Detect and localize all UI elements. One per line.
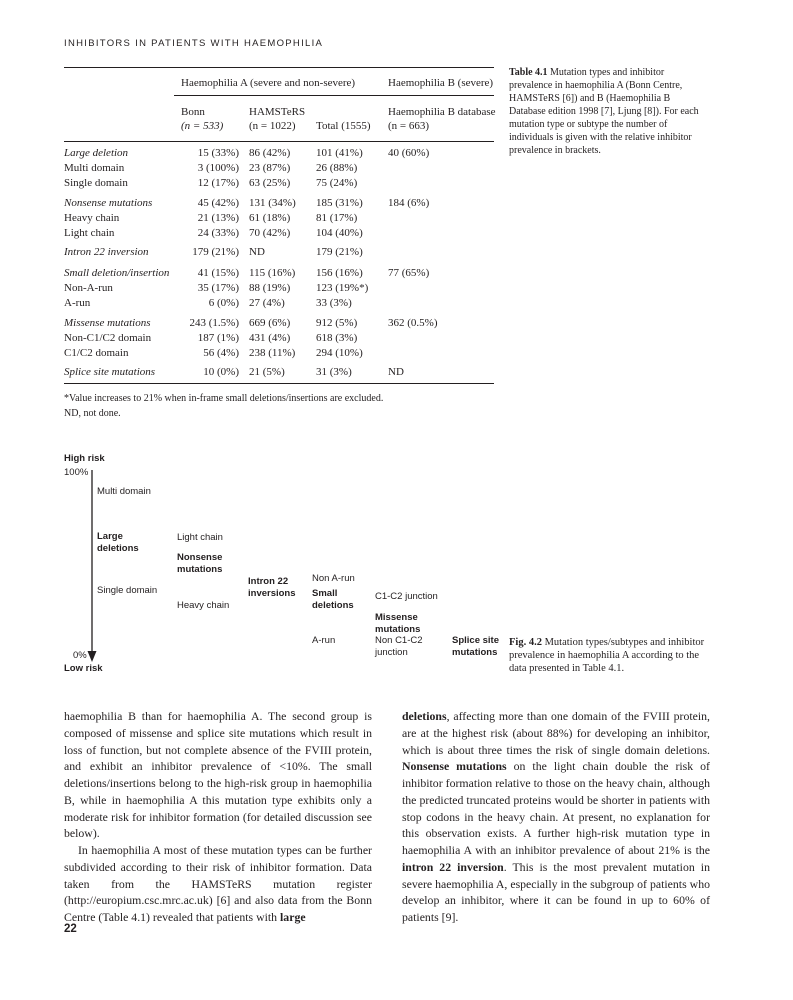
table-footnote-2: ND, not done.: [64, 408, 121, 419]
cell-bonn: 21 (13%): [197, 212, 239, 224]
body-right-column: [402, 708, 710, 926]
cell-hb: ND: [388, 366, 404, 378]
row-label: Single domain: [64, 177, 128, 189]
cell-total: 185 (31%): [316, 197, 363, 209]
row-label: Large deletion: [64, 147, 129, 159]
cell-total: 179 (21%): [316, 246, 363, 258]
cell-hb: 77 (65%): [388, 267, 430, 279]
high-risk-label: High risk: [64, 453, 105, 464]
header-total: Total (1555): [316, 120, 371, 132]
cell-total: 618 (3%): [316, 332, 358, 344]
body-left-paragraph-1: haemophilia B than for haemophilia A. The second group is composed of missense and splice site mutations which result in loss of function, but not complete absence of the FVIII protein, and exhibit an inhibitor prevalence of <10%. The small deletions/insertions belong to the high-risk group in haemophilia B, while in haemophilia A this mutation type exhibits only a moderate risk for inhibitor formation (for detailed discussion see below).: [64, 709, 372, 841]
cell-hamsters: 431 (4%): [249, 332, 291, 344]
header-group-a: Haemophilia A (severe and non-severe): [181, 77, 356, 89]
nonsense-label: Nonsense mutations: [177, 552, 223, 575]
row-label: A-run: [64, 297, 91, 309]
row-label: Intron 22 inversion: [64, 246, 149, 258]
cell-bonn: 179 (21%): [192, 246, 239, 258]
cell-total: 33 (3%): [316, 297, 352, 309]
pct-100-label: 100%: [64, 467, 89, 478]
risk-axis-arrow: [86, 470, 100, 663]
row-label: Light chain: [64, 227, 115, 239]
cell-bonn: 10 (0%): [203, 366, 239, 378]
header-hamsters-n: (n = 1022): [249, 120, 296, 132]
cell-hamsters: 63 (25%): [249, 177, 291, 189]
row-label: Non-C1/C2 domain: [64, 332, 152, 344]
header-hb-n: (n = 663): [388, 120, 430, 132]
figure-caption-label: Fig. 4.2: [509, 637, 542, 648]
cell-hamsters: 61 (18%): [249, 212, 291, 224]
page-number: 22: [64, 923, 77, 935]
cell-total: 75 (24%): [316, 177, 358, 189]
cell-hamsters: 27 (4%): [249, 297, 285, 309]
header-hamsters: HAMSTeRS: [249, 106, 306, 118]
cell-hamsters: 238 (11%): [249, 347, 296, 359]
cell-bonn: 24 (33%): [197, 227, 239, 239]
figure-caption: [509, 636, 719, 675]
c1c2-junction-label: C1-C2 junction: [375, 591, 438, 602]
non-c1c2-label: Non C1-C2 junction: [375, 635, 423, 658]
table-caption-text: Mutation types and inhibitor prevalence in haemophilia A (Bonn Centre, HAMSTeRS [6]) and B (Haemophilia B Database edition 1998 [7], Ljung [8]). For each mutation type or subtype the number of individuals is given with the relative inhibitor prevalence in brackets.: [509, 67, 699, 156]
row-label: Small deletion/insertion: [64, 267, 170, 279]
cell-bonn: 41 (15%): [197, 267, 239, 279]
body-left-column: [64, 708, 372, 926]
cell-total: 123 (19%*): [316, 282, 369, 294]
header-hb-database: Haemophilia B database: [388, 106, 496, 118]
table-caption-label: Table 4.1: [509, 67, 548, 78]
cell-hamsters: 669 (6%): [249, 317, 291, 329]
row-label: C1/C2 domain: [64, 347, 129, 359]
row-label: Missense mutations: [64, 317, 151, 329]
missense-label: Missense mutations: [375, 612, 421, 635]
single-domain-label: Single domain: [97, 585, 158, 596]
light-chain-label: Light chain: [177, 532, 223, 543]
cell-total: 26 (88%): [316, 162, 358, 174]
cell-total: 294 (10%): [316, 347, 363, 359]
cell-bonn: 243 (1.5%): [189, 317, 239, 329]
cell-total: 81 (17%): [316, 212, 358, 224]
body-left-paragraph-2: In haemophilia A most of these mutation types can be further subdivided according to their risk of inhibitor formation. Data taken from the HAMSTeRS mutation register (http://europium.csc.mrc.ac.uk) [6] and also data from the Bonn Centre (Table 4.1) revealed that patients with large: [64, 843, 372, 924]
cell-hb: 184 (6%): [388, 197, 430, 209]
cell-hamsters: 21 (5%): [249, 366, 285, 378]
cell-hamsters: 70 (42%): [249, 227, 291, 239]
intron22-label: Intron 22 inversions: [248, 576, 296, 599]
header-bonn: Bonn: [181, 106, 205, 118]
heavy-chain-label: Heavy chain: [177, 600, 230, 611]
cell-total: 104 (40%): [316, 227, 363, 239]
large-deletions-label: Large deletions: [97, 531, 139, 554]
row-label: Multi domain: [64, 162, 125, 174]
header-group-b: Haemophilia B (severe): [388, 77, 494, 89]
cell-bonn: 15 (33%): [197, 147, 239, 159]
row-label: Non-A-run: [64, 282, 113, 294]
pct-0-label: 0%: [73, 650, 87, 661]
cell-bonn: 56 (4%): [203, 347, 239, 359]
cell-hb: 40 (60%): [388, 147, 430, 159]
running-head: INHIBITORS IN PATIENTS WITH HAEMOPHILIA: [64, 38, 324, 49]
cell-hamsters: 115 (16%): [249, 267, 296, 279]
cell-hamsters: ND: [249, 246, 265, 258]
splice-site-label: Splice site mutations: [452, 635, 499, 658]
cell-hb: 362 (0.5%): [388, 317, 438, 329]
cell-total: 156 (16%): [316, 267, 363, 279]
cell-total: 101 (41%): [316, 147, 363, 159]
low-risk-label: Low risk: [64, 663, 103, 674]
small-deletions-label: Small deletions: [312, 588, 354, 611]
cell-bonn: 35 (17%): [197, 282, 239, 294]
cell-hamsters: 131 (34%): [249, 197, 296, 209]
cell-hamsters: 23 (87%): [249, 162, 291, 174]
cell-total: 31 (3%): [316, 366, 352, 378]
figure-caption-text: Mutation types/subtypes and inhibitor prevalence in haemophilia A according to the data presented in Table 4.1.: [509, 637, 705, 674]
row-label: Splice site mutations: [64, 366, 156, 378]
a-run-label: A-run: [312, 635, 336, 646]
cell-total: 912 (5%): [316, 317, 358, 329]
cell-bonn: 6 (0%): [208, 297, 239, 309]
table-footnote-1: *Value increases to 21% when in-frame small deletions/insertions are excluded.: [64, 393, 384, 404]
multi-domain-label: Multi domain: [97, 486, 151, 497]
cell-hamsters: 86 (42%): [249, 147, 291, 159]
cell-bonn: 12 (17%): [197, 177, 239, 189]
cell-bonn: 3 (100%): [197, 162, 239, 174]
header-bonn-n: (n = 533): [181, 120, 224, 132]
non-a-run-label: Non A-run: [312, 573, 355, 584]
cell-hamsters: 88 (19%): [249, 282, 291, 294]
row-label: Heavy chain: [64, 212, 120, 224]
row-label: Nonsense mutations: [64, 197, 153, 209]
body-right-paragraph: deletions, affecting more than one domain of the FVIII protein, are at the highest risk (about 88%) for developing an inhibitor, which is about three times the risk of single domain deletions. Nonsense mutations on the light chain double the risk of inhibitor formation relative to those on the heavy chain, although the predicted truncated proteins would be shorter in patients with stop codons in the heavy chain. At present, no explanation for this observation exists. A further high-risk mutation type in haemophilia A with an inhibitor prevalence of about 21% is the intron 22 inversion. This is the most prevalent mutation in severe haemophilia A, especially in the subgroup of patients who develop an inhibitor, where it can be found in up to 60% of patients [9].: [402, 709, 710, 924]
cell-bonn: 45 (42%): [197, 197, 239, 209]
cell-bonn: 187 (1%): [197, 332, 239, 344]
